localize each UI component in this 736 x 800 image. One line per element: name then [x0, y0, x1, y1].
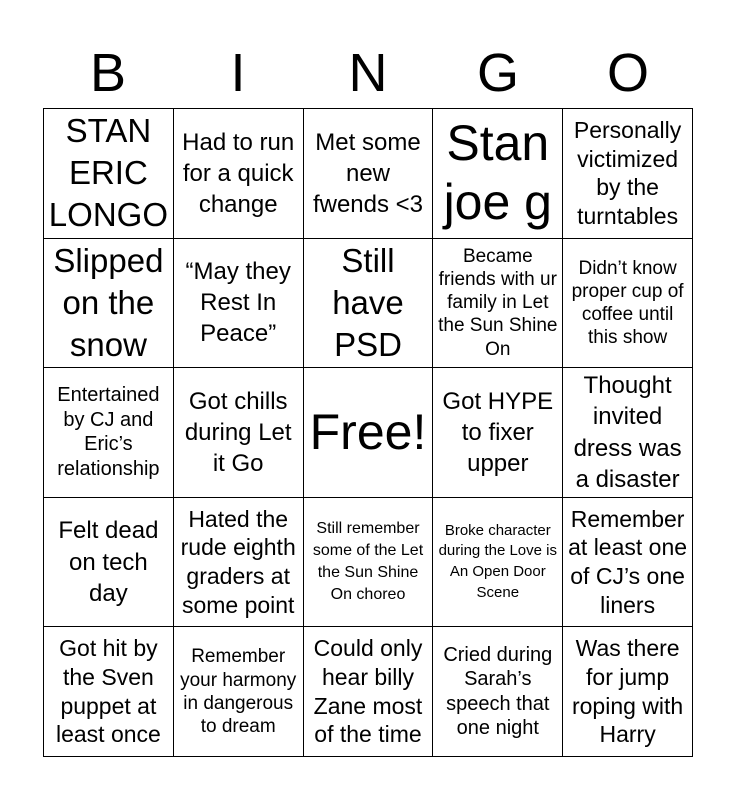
header-letter-b: B [89, 43, 127, 103]
bingo-cell-r2-c5[interactable] [563, 239, 693, 369]
bingo-cell-r1-c5[interactable] [563, 109, 693, 239]
free-space-text: Free! [309, 403, 427, 460]
cell-text: Had to run for a quick change [182, 128, 295, 218]
bingo-cell-r3-c4[interactable] [433, 368, 563, 498]
bingo-cell-r4-c5[interactable] [563, 498, 693, 628]
cell-text: Cried during Sarah’s speech that one night [443, 643, 553, 740]
bingo-cell-r2-c4[interactable] [433, 239, 563, 369]
bingo-cell-r5-c2[interactable] [174, 627, 304, 757]
cell-text: Hated the rude eighth graders at some point [180, 505, 296, 618]
cell-text: Could only hear billy Zane most of the time [313, 635, 423, 748]
bingo-cell-r3-c1[interactable] [44, 368, 174, 498]
bingo-cell-r5-c1[interactable] [44, 627, 174, 757]
bingo-cell-r1-c4[interactable] [433, 109, 563, 239]
bingo-cell-r3-c2[interactable] [174, 368, 304, 498]
bingo-cell-r5-c5[interactable] [563, 627, 693, 757]
bingo-cell-r5-c3[interactable] [304, 627, 434, 757]
cell-text: Got hit by the Sven puppet at least once [55, 635, 161, 748]
cell-text: Got HYPE to fixer upper [442, 387, 554, 478]
cell-text: Personally victimized by the turntables [573, 116, 682, 230]
cell-text: Didn’t know proper cup of coffee until this show [571, 257, 684, 349]
cell-text: Got chills during Let it Go [184, 387, 292, 478]
cell-text: Still have PSD [332, 241, 404, 364]
bingo-cell-r4-c2[interactable] [174, 498, 304, 628]
cell-text: Met some new fwends <3 [312, 128, 424, 218]
cell-text: “May they Rest In Peace” [185, 258, 291, 348]
bingo-cell-r1-c1[interactable] [44, 109, 174, 239]
bingo-cell-r4-c3[interactable] [304, 498, 434, 628]
cell-text: STAN ERIC LONGO [48, 111, 168, 234]
bingo-cell-r2-c3[interactable] [304, 239, 434, 369]
cell-text: Stan joe g [443, 115, 552, 231]
cell-text: Was there for jump roping with Harry [571, 635, 684, 748]
header-letter-g: G [476, 43, 519, 103]
cell-text: Broke character during the Love is An Open Door Scene [438, 521, 557, 601]
bingo-header [43, 40, 693, 106]
header-letter-o: O [606, 43, 649, 103]
header-letter-n: N [348, 43, 388, 103]
header-letter-i: I [230, 43, 246, 103]
bingo-cell-r2-c2[interactable] [174, 239, 304, 369]
bingo-cell-r4-c4[interactable] [433, 498, 563, 628]
cell-text: Became friends with ur family in Let the Sun Shine On [438, 245, 558, 360]
bingo-cell-r2-c1[interactable] [44, 239, 174, 369]
bingo-cell-r4-c1[interactable] [44, 498, 174, 628]
bingo-cell-r1-c2[interactable] [174, 109, 304, 239]
cell-text: Entertained by CJ and Eric’s relationship [57, 384, 160, 481]
cell-text: Remember at least one of CJ’s one liners [568, 505, 688, 618]
cell-text: Thought invited dress was a disaster [573, 372, 682, 493]
bingo-grid [43, 108, 693, 757]
cell-text: Slipped on the snow [53, 241, 164, 364]
bingo-cell-r1-c3[interactable] [304, 109, 434, 239]
cell-text: Still remember some of the Let the Sun Shine On choreo [312, 519, 424, 604]
cell-text: Remember your harmony in dangerous to dream [180, 646, 297, 737]
bingo-cell-r3-c3-free[interactable] [304, 368, 434, 498]
bingo-cell-r3-c5[interactable] [563, 368, 693, 498]
bingo-cell-r5-c4[interactable] [433, 627, 563, 757]
cell-text: Felt dead on tech day [58, 517, 159, 607]
